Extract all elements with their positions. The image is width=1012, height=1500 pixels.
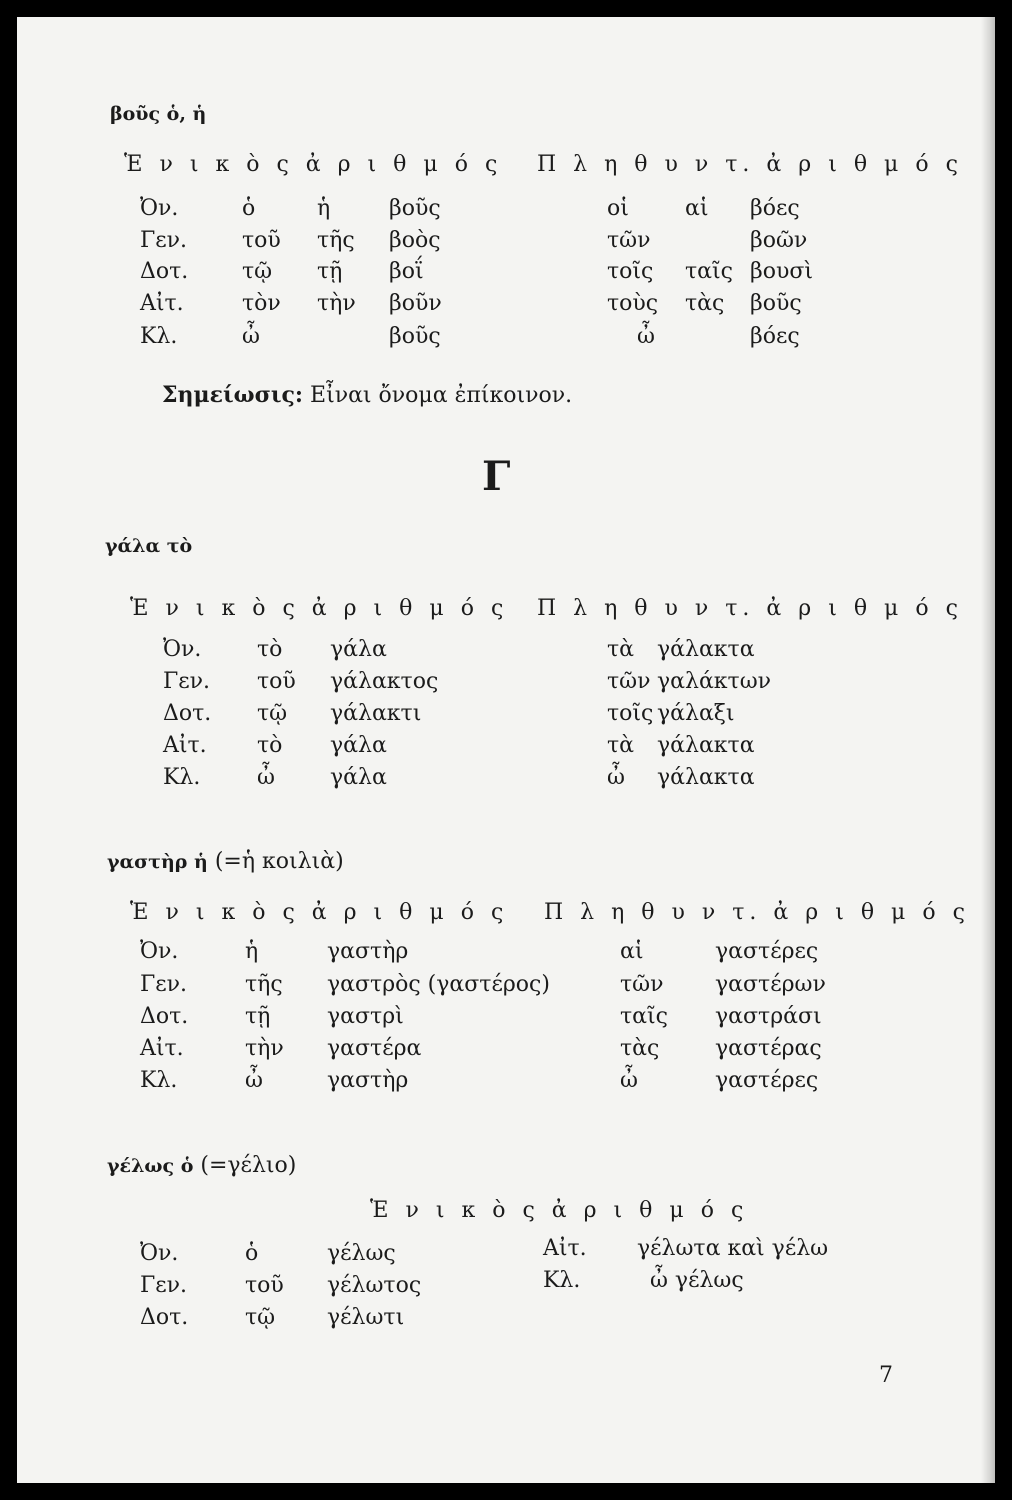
form-plural: βόες bbox=[750, 196, 800, 221]
article: τῷ bbox=[257, 701, 288, 726]
article: τοῦ bbox=[245, 1273, 284, 1298]
form-plural: γαλάκτων bbox=[657, 669, 772, 694]
article-plural: τοῖς bbox=[607, 701, 654, 726]
article-plural-masc: τῶν bbox=[607, 228, 651, 253]
form-plural: γάλακτα bbox=[657, 765, 755, 790]
heading-singular: Ἑ ν ι κ ὸ ς ἀ ρ ι θ μ ό ς bbox=[124, 152, 503, 177]
article: τῇ bbox=[245, 1004, 271, 1029]
headword-gaster-line bbox=[107, 851, 344, 873]
article-plural: τὰ bbox=[607, 637, 635, 662]
form-singular: γαστέρα bbox=[327, 1036, 422, 1061]
case-label: Δοτ. bbox=[163, 701, 212, 726]
form-plural: βοῶν bbox=[750, 228, 808, 253]
case-label: Δοτ. bbox=[140, 1004, 189, 1029]
form-singular: βοῦς bbox=[389, 196, 441, 221]
case-label: Κλ. bbox=[163, 765, 201, 790]
form-singular: γαστρὸς (γαστέρος) bbox=[327, 972, 550, 997]
form-plural: γάλακτα bbox=[657, 637, 755, 662]
case-label: Αἰτ. bbox=[163, 733, 207, 758]
article-plural: τῶν bbox=[620, 972, 664, 997]
article: τοῦ bbox=[257, 669, 296, 694]
case-label: Αἰτ. bbox=[140, 1036, 184, 1061]
heading-plural: Π λ η θ υ ν τ. ἀ ρ ι θ μ ό ς bbox=[537, 152, 963, 177]
form-singular: γέλωτα καὶ γέλω bbox=[637, 1236, 829, 1261]
article-masc: τοῦ bbox=[242, 228, 281, 253]
headword-gelos: γέλως ὁ bbox=[107, 1155, 194, 1177]
case-label: Γεν. bbox=[163, 669, 211, 694]
form-plural: γαστράσι bbox=[715, 1004, 822, 1029]
article: ὦ bbox=[257, 765, 275, 790]
form-plural: γάλαξι bbox=[657, 701, 735, 726]
heading-singular: Ἑ ν ι κ ὸ ς ἀ ρ ι θ μ ό ς bbox=[130, 900, 509, 925]
heading-singular: Ἑ ν ι κ ὸ ς ἀ ρ ι θ μ ό ς bbox=[130, 596, 509, 621]
book-page bbox=[17, 17, 995, 1483]
headword-gala: γάλα τὸ bbox=[105, 535, 193, 557]
form-plural: γαστέρες bbox=[715, 1068, 819, 1093]
article-masc: τὸν bbox=[242, 291, 281, 316]
article-fem: τῆς bbox=[317, 228, 355, 253]
article: τῷ bbox=[245, 1305, 276, 1330]
article-plural: τὰς bbox=[620, 1036, 660, 1061]
headword-bous: βοῦς ὁ, ἡ bbox=[110, 103, 207, 125]
form-plural: βουσὶ bbox=[750, 259, 813, 284]
form-singular: βοῦς bbox=[389, 324, 441, 349]
form-singular: γέλωτος bbox=[327, 1273, 422, 1298]
article-plural: ὦ bbox=[620, 1068, 638, 1093]
note-label: Σημείωσις: bbox=[162, 382, 304, 408]
article: ὁ bbox=[245, 1241, 259, 1266]
article-plural-fem: αἱ bbox=[685, 196, 709, 221]
form-singular: ὦ γέλως bbox=[650, 1268, 744, 1293]
form-singular: βοΐ bbox=[389, 259, 424, 284]
form-plural: γαστέρες bbox=[715, 939, 819, 964]
article-masc: τῷ bbox=[242, 259, 273, 284]
article-masc: ὦ bbox=[242, 324, 260, 349]
article-plural: τὰ bbox=[607, 733, 635, 758]
form-singular: βοὸς bbox=[389, 228, 441, 253]
page-number: 7 bbox=[879, 1363, 893, 1388]
headword-gaster: γαστὴρ ἡ bbox=[107, 851, 208, 873]
note-text: Εἶναι ὄνομα ἐπίκοινον. bbox=[310, 383, 573, 408]
note bbox=[162, 384, 572, 407]
case-label: Γεν. bbox=[140, 228, 188, 253]
form-singular: γάλα bbox=[330, 637, 387, 662]
article-plural: τῶν bbox=[607, 669, 651, 694]
form-singular: γαστρὶ bbox=[327, 1004, 404, 1029]
case-label: Δοτ. bbox=[140, 259, 189, 284]
article-plural-masc: τοῖς bbox=[607, 259, 654, 284]
case-label: Δοτ. bbox=[140, 1305, 189, 1330]
form-plural: γάλακτα bbox=[657, 733, 755, 758]
article-plural-fem: ταῖς bbox=[685, 259, 733, 284]
article-plural: ὦ bbox=[607, 765, 625, 790]
form-singular: βοῦν bbox=[389, 291, 442, 316]
form-singular: γάλα bbox=[330, 765, 387, 790]
heading-plural: Π λ η θ υ ν τ. ἀ ρ ι θ μ ό ς bbox=[537, 596, 963, 621]
form-singular: γάλακτος bbox=[330, 669, 439, 694]
article-plural: ταῖς bbox=[620, 1004, 668, 1029]
article: ἡ bbox=[245, 939, 259, 964]
form-singular: γάλακτι bbox=[330, 701, 422, 726]
case-label: Ὀν. bbox=[140, 196, 179, 221]
article-fem: τὴν bbox=[317, 291, 356, 316]
page-spine-shadow bbox=[981, 17, 995, 1483]
article: τὸ bbox=[257, 637, 283, 662]
case-label: Αἰτ. bbox=[140, 291, 184, 316]
article-plural: αἱ bbox=[620, 939, 644, 964]
article-plural-masc: τοὺς bbox=[607, 291, 659, 316]
article: ὦ bbox=[245, 1068, 263, 1093]
case-label: Ὀν. bbox=[140, 939, 179, 964]
case-label: Κλ. bbox=[140, 1068, 178, 1093]
form-plural: γαστέρων bbox=[715, 972, 826, 997]
article-plural: ὦ bbox=[637, 324, 655, 349]
article-plural-fem: τὰς bbox=[685, 291, 725, 316]
case-label: Γεν. bbox=[140, 1273, 188, 1298]
form-singular: γάλα bbox=[330, 733, 387, 758]
case-label: Κλ. bbox=[543, 1268, 581, 1293]
case-label: Κλ. bbox=[140, 324, 178, 349]
form-singular: γέλως bbox=[327, 1241, 396, 1266]
form-plural: βόες bbox=[750, 324, 800, 349]
article-masc: ὁ bbox=[242, 196, 256, 221]
form-singular: γέλωτι bbox=[327, 1305, 405, 1330]
case-label: Αἰτ. bbox=[543, 1236, 587, 1261]
article-fem: ἡ bbox=[317, 196, 331, 221]
case-label: Ὀν. bbox=[163, 637, 202, 662]
form-plural: γαστέρας bbox=[715, 1036, 822, 1061]
case-label: Ὀν. bbox=[140, 1241, 179, 1266]
form-singular: γαστὴρ bbox=[327, 1068, 409, 1093]
heading-singular: Ἑ ν ι κ ὸ ς ἀ ρ ι θ μ ό ς bbox=[370, 1198, 749, 1223]
case-label: Γεν. bbox=[140, 972, 188, 997]
article: τὸ bbox=[257, 733, 283, 758]
form-singular: γαστὴρ bbox=[327, 939, 409, 964]
form-plural: βοῦς bbox=[750, 291, 802, 316]
letter-heading: Γ bbox=[482, 453, 511, 500]
article-fem: τῇ bbox=[317, 259, 343, 284]
article-plural-masc: οἱ bbox=[607, 196, 629, 221]
headword-note: (=ἡ κοιλιὰ) bbox=[214, 849, 344, 874]
article: τῆς bbox=[245, 972, 283, 997]
headword-gelos-line bbox=[107, 1155, 296, 1177]
article: τὴν bbox=[245, 1036, 284, 1061]
heading-plural: Π λ η θ υ ν τ. ἀ ρ ι θ μ ό ς bbox=[544, 900, 970, 925]
headword-note: (=γέλιο) bbox=[200, 1153, 297, 1178]
